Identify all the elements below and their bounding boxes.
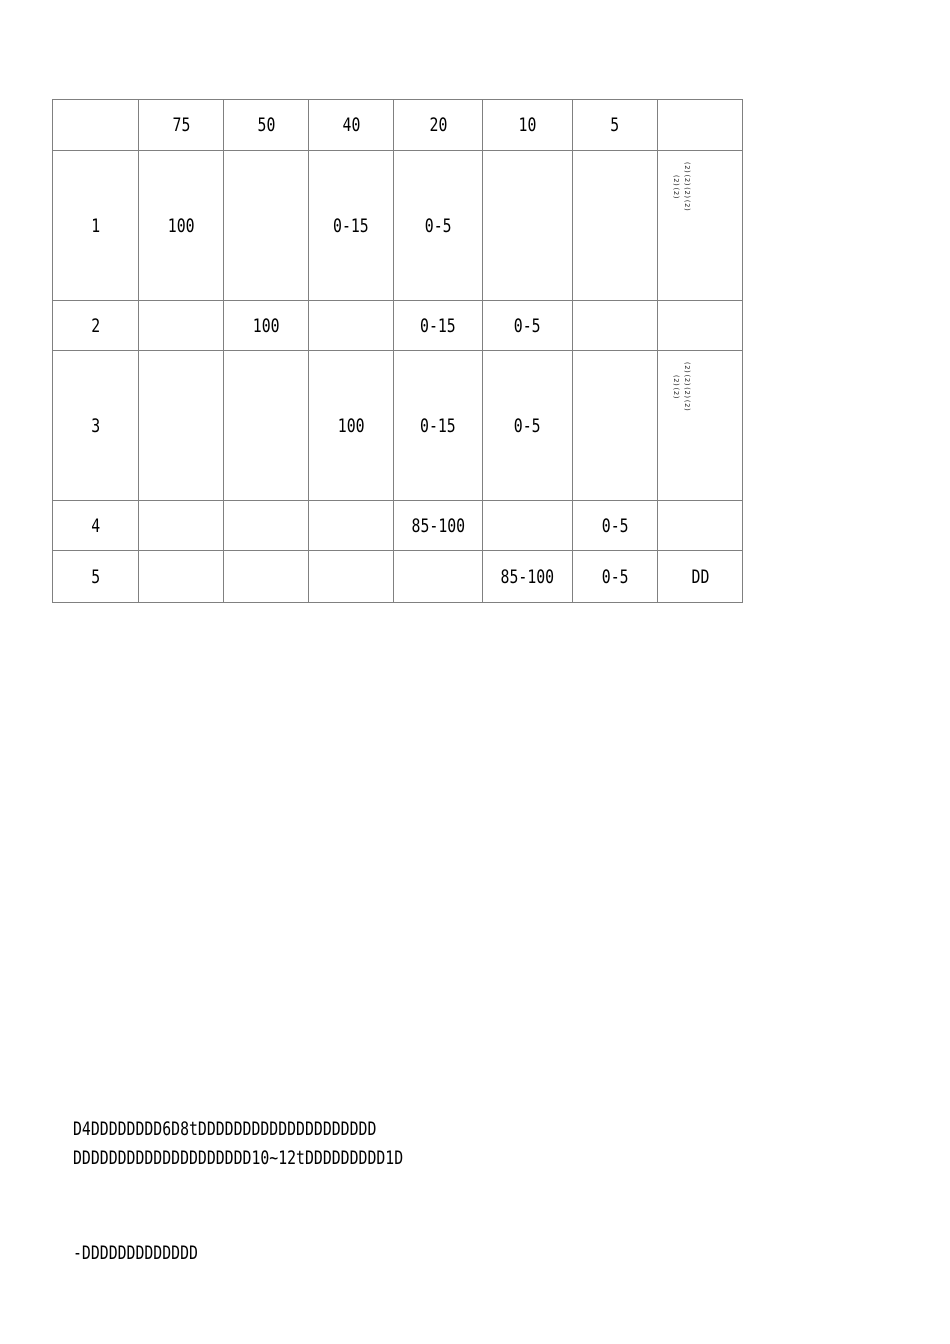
table-cell: DD	[658, 551, 743, 603]
header-cell-5: 5	[573, 100, 658, 151]
note-text: (2)(2)(2)(2)	[683, 361, 691, 412]
vertical-note	[672, 161, 691, 212]
table-cell	[309, 301, 394, 351]
header-cell-corner	[53, 100, 139, 151]
header-cell-20: 20	[394, 100, 483, 151]
table-cell	[394, 551, 483, 603]
table-row	[53, 301, 743, 351]
table-cell: 0-5	[394, 151, 483, 301]
table-cell	[573, 351, 658, 501]
footnote-line-3: -DDDDDDDDDDDDD	[73, 1242, 198, 1264]
table-cell	[224, 501, 309, 551]
footnote-line-2: DDDDDDDDDDDDDDDDDDDD10~12tDDDDDDDDD1D	[73, 1147, 404, 1169]
note-cell	[658, 151, 743, 301]
table-header-row	[53, 100, 743, 151]
table-cell: 0-5	[483, 351, 573, 501]
footnote-line-1: D4DDDDDDDD6D8tDDDDDDDDDDDDDDDDDDDD	[73, 1118, 377, 1140]
table-cell: 5	[53, 551, 139, 603]
table-cell	[573, 151, 658, 301]
table-cell: 0-5	[573, 551, 658, 603]
table-cell	[483, 501, 573, 551]
table-cell	[658, 301, 743, 351]
header-cell-75: 75	[139, 100, 224, 151]
table-cell: 0-15	[394, 351, 483, 501]
table-cell: 85-100	[394, 501, 483, 551]
note-cell	[658, 351, 743, 501]
table-cell	[309, 551, 394, 603]
table-cell: 3	[53, 351, 139, 501]
table-cell: 100	[224, 301, 309, 351]
table-cell	[483, 151, 573, 301]
table-cell	[139, 351, 224, 501]
table-cell: 0-15	[309, 151, 394, 301]
table-cell	[139, 551, 224, 603]
table-cell: 4	[53, 501, 139, 551]
vertical-note	[672, 361, 691, 412]
header-cell-last	[658, 100, 743, 151]
table-cell	[139, 501, 224, 551]
header-cell-50: 50	[224, 100, 309, 151]
table-cell	[309, 501, 394, 551]
table-row	[53, 351, 743, 501]
table-row	[53, 151, 743, 301]
table-cell: 100	[309, 351, 394, 501]
table-cell	[224, 551, 309, 603]
table-cell: 1	[53, 151, 139, 301]
table-cell	[224, 351, 309, 501]
table-cell	[658, 501, 743, 551]
table-cell: 85-100	[483, 551, 573, 603]
table-cell	[224, 151, 309, 301]
header-cell-10: 10	[483, 100, 573, 151]
note-text: (2)(2)	[672, 373, 680, 399]
table-cell: 0-15	[394, 301, 483, 351]
table-cell: 100	[139, 151, 224, 301]
table-cell: 2	[53, 301, 139, 351]
header-cell-40: 40	[309, 100, 394, 151]
note-text: (2)(2)	[672, 173, 680, 199]
table-row	[53, 551, 743, 603]
table-cell: 0-5	[573, 501, 658, 551]
note-text: (2)(2)(2)(2)	[683, 161, 691, 212]
gradation-table	[52, 99, 743, 603]
table-cell	[139, 301, 224, 351]
table-row	[53, 501, 743, 551]
table-cell: 0-5	[483, 301, 573, 351]
table-cell	[573, 301, 658, 351]
